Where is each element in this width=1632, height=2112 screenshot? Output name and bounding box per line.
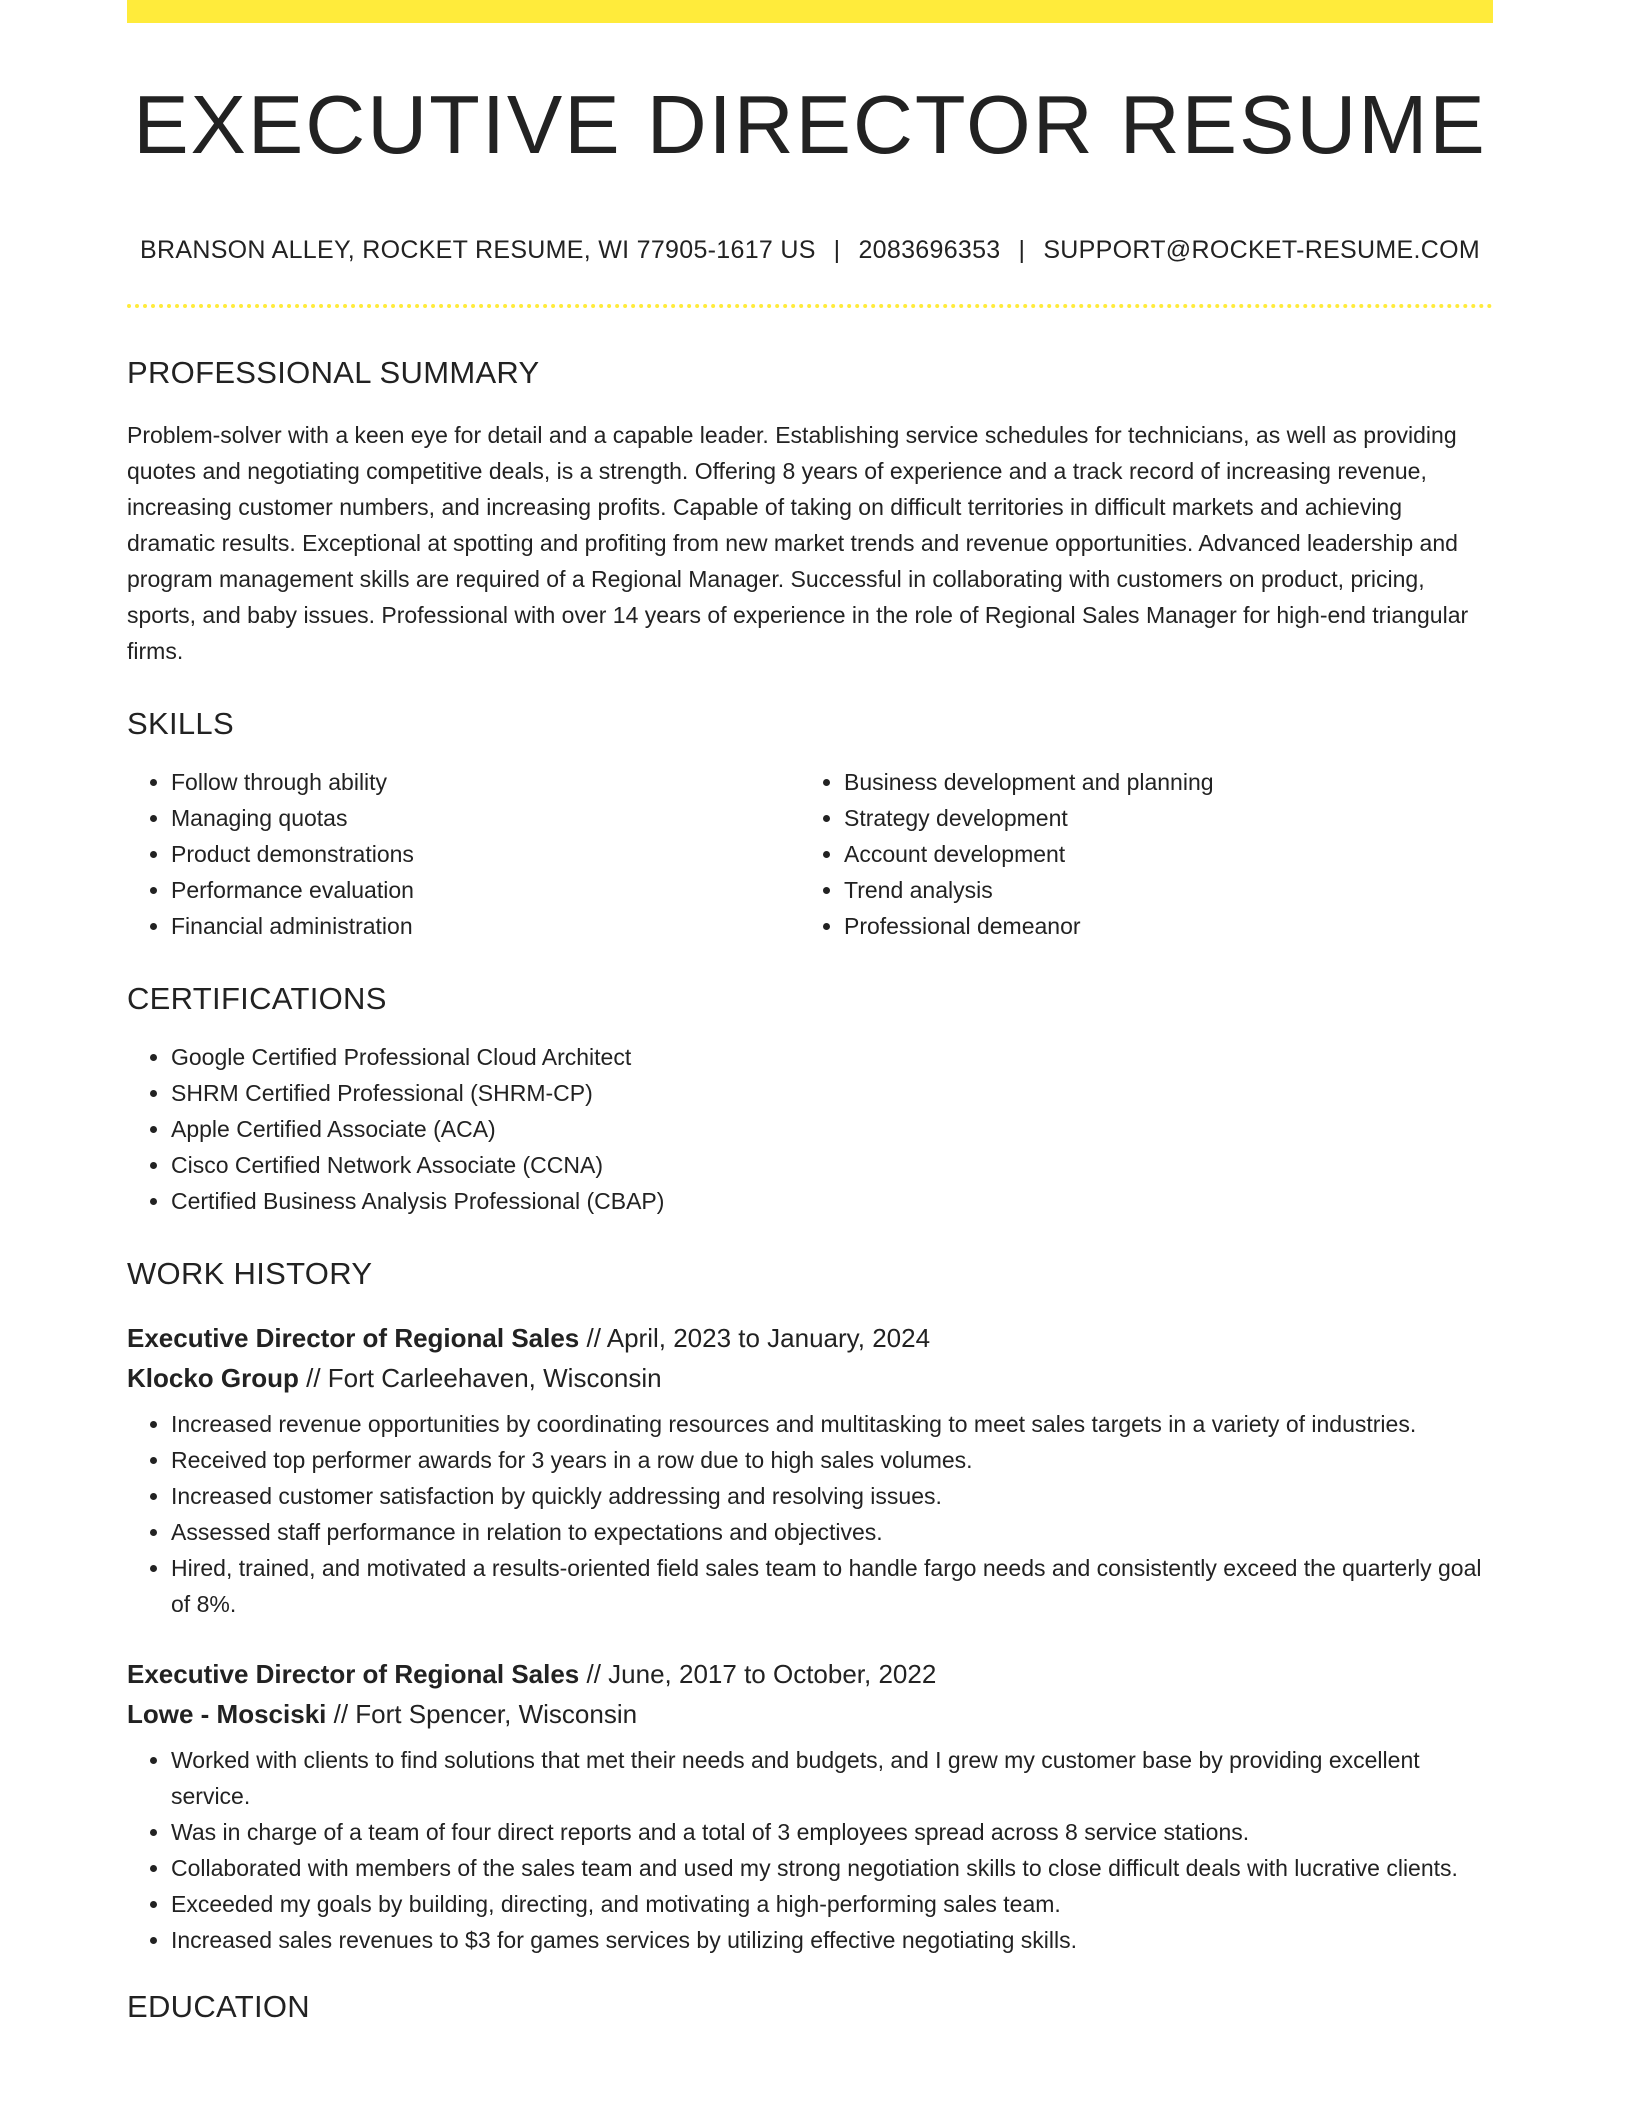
work-history-heading: WORK HISTORY (127, 1256, 373, 1291)
contact-phone: 2083696353 (858, 236, 1001, 264)
job-title: Executive Director of Regional Sales (127, 1659, 580, 1689)
skill-item: • Account development (844, 836, 1473, 872)
certification-item: • Apple Certified Associate (ACA) (171, 1111, 1493, 1147)
job-entry (127, 1654, 1493, 1958)
contact-line (127, 238, 1493, 263)
dotted-divider (127, 304, 1493, 308)
skill-item: • Product demonstrations (171, 836, 800, 872)
contact-address: BRANSON ALLEY, ROCKET RESUME, WI 77905-1617 US (140, 236, 816, 264)
skills-list-left (127, 764, 800, 944)
job-company-line (127, 1694, 1493, 1734)
certification-item: • Certified Business Analysis Professional (CBAP) (171, 1183, 1493, 1219)
job-location: // Fort Carleehaven, Wisconsin (298, 1363, 662, 1393)
skills-heading: SKILLS (127, 706, 234, 741)
skill-item: • Performance evaluation (171, 872, 800, 908)
job-dates: // April, 2023 to January, 2024 (579, 1323, 931, 1353)
job-bullet: • Increased revenue opportunities by coordinating resources and multitasking to meet sales targets in a variety of industries. (171, 1406, 1493, 1442)
certification-item: • Cisco Certified Network Associate (CCNA) (171, 1147, 1493, 1183)
skills-columns (127, 764, 1493, 944)
education-heading: EDUCATION (127, 1989, 310, 2024)
job-entry (127, 1318, 1493, 1622)
skill-item: • Managing quotas (171, 800, 800, 836)
resume-title: EXECUTIVE DIRECTOR RESUME (133, 78, 1487, 171)
skill-item: • Follow through ability (171, 764, 800, 800)
certification-item: • Google Certified Professional Cloud Architect (171, 1039, 1493, 1075)
summary-heading: PROFESSIONAL SUMMARY (127, 355, 540, 390)
job-dates: // June, 2017 to October, 2022 (579, 1659, 937, 1689)
job-company: Lowe - Mosciski (127, 1699, 327, 1729)
job-bullet: • Worked with clients to find solutions that met their needs and budgets, and I grew my customer base by providing excellent service. (171, 1742, 1493, 1814)
skill-item: • Business development and planning (844, 764, 1473, 800)
job-bullet: • Assessed staff performance in relation to expectations and objectives. (171, 1514, 1493, 1550)
summary-text: Problem-solver with a keen eye for detail and a capable leader. Establishing service schedules for technicians, as well as providing quotes and negotiating competitive deals, is a strength. Offering 8 years of experience and a track record of increasing revenue, increasing customer numbers, and increasing profits. Capable of taking on difficult territories in difficult markets and achieving dramatic results. Exceptional at spotting and profiting from new market trends and revenue opportunities. Advanced leadership and program management skills are required of a Regional Manager. Successful in collaborating with customers on product, pricing, sports, and baby issues. Professional with over 14 years of experience in the role of Regional Sales Manager for high-end triangular firms. (127, 422, 1469, 664)
job-bullet: • Collaborated with members of the sales team and used my strong negotiation skills to close difficult deals with lucrative clients. (171, 1850, 1493, 1886)
job-title-line (127, 1654, 1493, 1694)
accent-top-bar (127, 0, 1493, 23)
job-location: // Fort Spencer, Wisconsin (326, 1699, 638, 1729)
skill-item: • Trend analysis (844, 872, 1473, 908)
resume-page (127, 0, 1493, 2022)
skill-item: • Financial administration (171, 908, 800, 944)
certifications-list (127, 1039, 1493, 1219)
skills-list-right (800, 764, 1473, 944)
job-bullet: • Received top performer awards for 3 years in a row due to high sales volumes. (171, 1442, 1493, 1478)
contact-separator: | (833, 236, 841, 264)
skill-item: • Professional demeanor (844, 908, 1473, 944)
job-bullet: • Was in charge of a team of four direct reports and a total of 3 employees spread across 8 service stations. (171, 1814, 1493, 1850)
job-bullets (127, 1406, 1493, 1622)
job-bullet: • Increased sales revenues to $3 for games services by utilizing effective negotiating skills. (171, 1922, 1493, 1958)
job-bullets (127, 1742, 1493, 1958)
skill-item: • Strategy development (844, 800, 1473, 836)
certification-item: • SHRM Certified Professional (SHRM-CP) (171, 1075, 1493, 1111)
certifications-heading: CERTIFICATIONS (127, 981, 387, 1016)
job-title: Executive Director of Regional Sales (127, 1323, 580, 1353)
contact-email: SUPPORT@ROCKET-RESUME.COM (1043, 236, 1480, 264)
job-title-line (127, 1318, 1493, 1358)
job-company-line (127, 1358, 1493, 1398)
job-bullet: • Hired, trained, and motivated a results-oriented field sales team to handle fargo needs and consistently exceed the quarterly goal of 8%. (171, 1550, 1493, 1622)
contact-separator: | (1018, 236, 1026, 264)
job-company: Klocko Group (127, 1363, 299, 1393)
job-bullet: • Exceeded my goals by building, directing, and motivating a high-performing sales team. (171, 1886, 1493, 1922)
job-bullet: • Increased customer satisfaction by quickly addressing and resolving issues. (171, 1478, 1493, 1514)
